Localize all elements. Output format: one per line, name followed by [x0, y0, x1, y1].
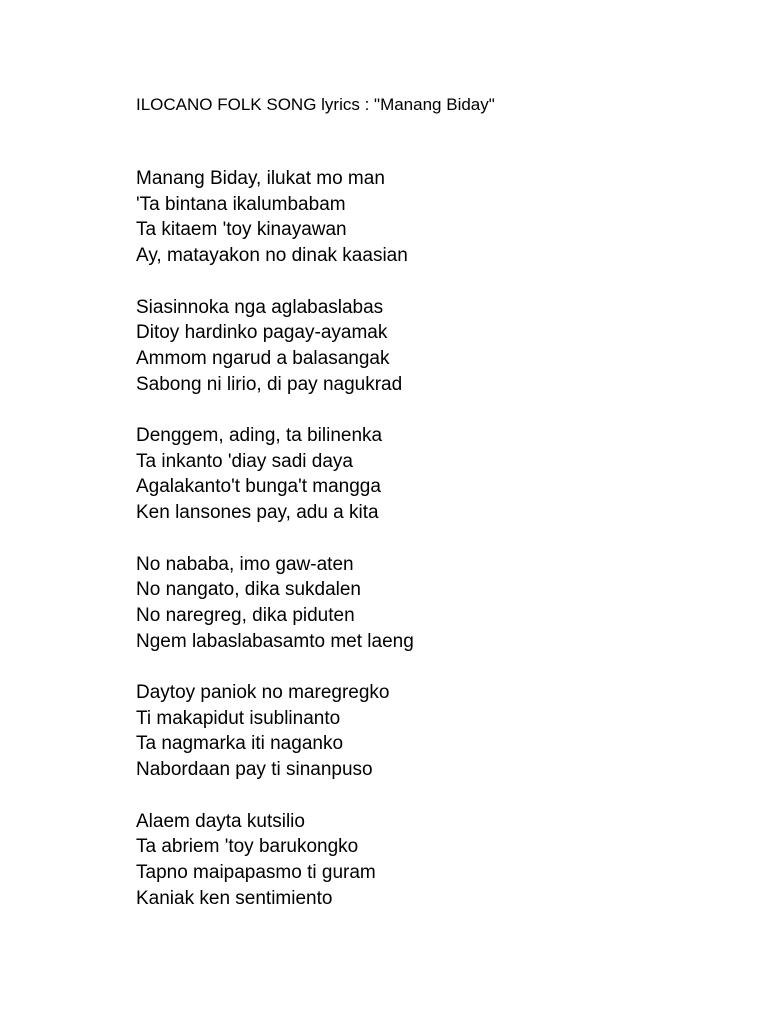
stanza-3 — [136, 423, 414, 526]
lyrics-body — [136, 166, 414, 911]
lyric-line: Kaniak ken sentimiento — [136, 887, 333, 909]
lyric-line: Ta inkanto 'diay sadi daya — [136, 450, 353, 472]
lyric-line: 'Ta bintana ikalumbabam — [136, 193, 346, 215]
lyric-line: Agalakanto't bunga't mangga — [136, 476, 381, 498]
lyric-line: Daytoy paniok no maregregko — [136, 682, 390, 703]
lyric-line: Ngem labaslabasamto met laeng — [136, 630, 414, 652]
lyric-line: Sabong ni lirio, di pay nagukrad — [136, 373, 403, 395]
lyric-line: Ken lansones pay, adu a kita — [136, 502, 379, 524]
lyric-line: Denggem, ading, ta bilinenka — [136, 425, 383, 446]
lyric-line: Ammom ngarud a balasangak — [136, 347, 390, 369]
lyric-line: Siasinnoka nga aglabaslabas — [136, 296, 384, 318]
stanza-4 — [136, 552, 414, 655]
lyric-line: Ta kitaem 'toy kinayawan — [136, 219, 347, 241]
lyric-line: Nabordaan pay ti sinanpuso — [136, 759, 373, 781]
stanza-2 — [136, 295, 414, 398]
lyric-line: No naregreg, dika piduten — [136, 604, 355, 626]
lyric-line: No nababa, imo gaw-aten — [136, 553, 354, 575]
lyric-line: Ay, matayakon no dinak kaasian — [136, 245, 408, 267]
lyric-line: Ta nagmarka iti naganko — [136, 733, 344, 755]
lyric-line: Manang Biday, ilukat mo man — [136, 168, 385, 189]
lyric-line: Ta abriem 'toy barukongko — [136, 836, 359, 858]
stanza-5 — [136, 680, 414, 783]
document-title: ILOCANO FOLK SONG lyrics : "Manang Biday" — [136, 95, 495, 114]
lyric-line: Alaem dayta kutsilio — [136, 810, 305, 832]
stanza-6 — [136, 809, 414, 912]
stanza-1 — [136, 166, 414, 269]
lyric-line: Ti makapidut isublinanto — [136, 707, 341, 729]
lyric-line: Ditoy hardinko pagay-ayamak — [136, 322, 388, 344]
lyric-line: No nangato, dika sukdalen — [136, 579, 361, 601]
lyric-line: Tapno maipapasmo ti guram — [136, 861, 376, 883]
